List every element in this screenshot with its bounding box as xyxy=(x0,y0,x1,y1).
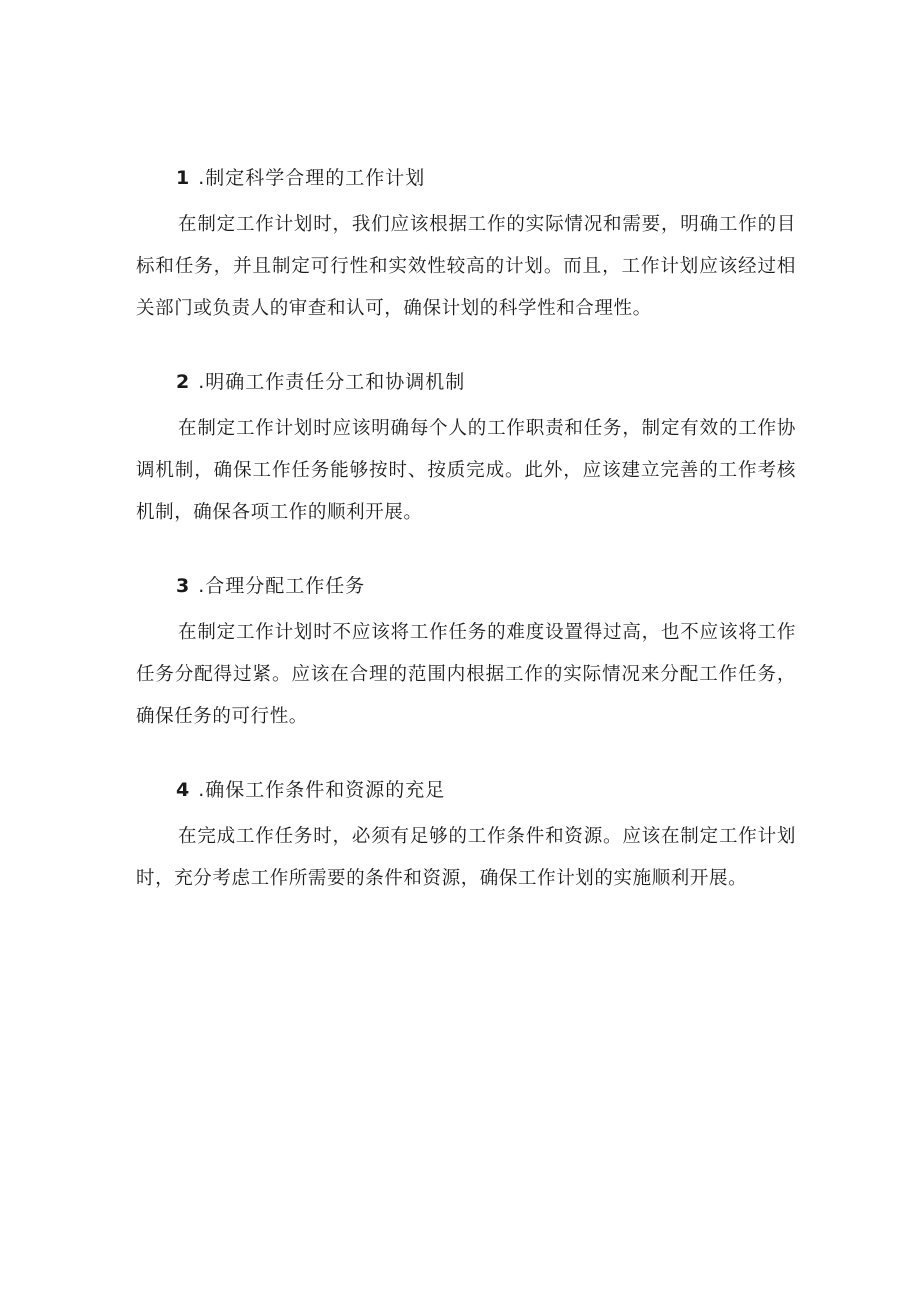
section-heading xyxy=(136,158,796,198)
section-heading xyxy=(136,566,796,606)
section-paragraph: 在制定工作计划时，我们应该根据工作的实际情况和需要，明确工作的目标和任务，并且制定可行性和实效性较高的计划。而且，工作计划应该经过相关部门或负责人的审查和认可，确保计划的科学性和合理性。 xyxy=(136,214,796,319)
section-1 xyxy=(136,158,796,330)
section-heading xyxy=(136,770,796,810)
document-content xyxy=(136,158,796,900)
section-title: .制定科学合理的工作计划 xyxy=(198,167,426,189)
section-title: .合理分配工作任务 xyxy=(198,575,366,597)
section-4 xyxy=(136,770,796,900)
section-number: 3 xyxy=(176,575,191,597)
section-paragraph: 在完成工作任务时，必须有足够的工作条件和资源。应该在制定工作计划时，充分考虑工作所需要的条件和资源，确保工作计划的实施顺利开展。 xyxy=(136,826,796,889)
section-title: .确保工作条件和资源的充足 xyxy=(198,779,446,801)
section-number: 2 xyxy=(176,371,191,393)
section-3 xyxy=(136,566,796,738)
section-heading xyxy=(136,362,796,402)
section-2 xyxy=(136,362,796,534)
section-title: .明确工作责任分工和协调机制 xyxy=(198,371,466,393)
section-number: 1 xyxy=(176,167,191,189)
section-paragraph: 在制定工作计划时应该明确每个人的工作职责和任务，制定有效的工作协调机制，确保工作任务能够按时、按质完成。此外，应该建立完善的工作考核机制，确保各项工作的顺利开展。 xyxy=(136,418,796,523)
section-number: 4 xyxy=(176,779,191,801)
section-paragraph: 在制定工作计划时不应该将工作任务的难度设置得过高，也不应该将工作任务分配得过紧。应该在合理的范围内根据工作的实际情况来分配工作任务，确保任务的可行性。 xyxy=(136,622,796,727)
